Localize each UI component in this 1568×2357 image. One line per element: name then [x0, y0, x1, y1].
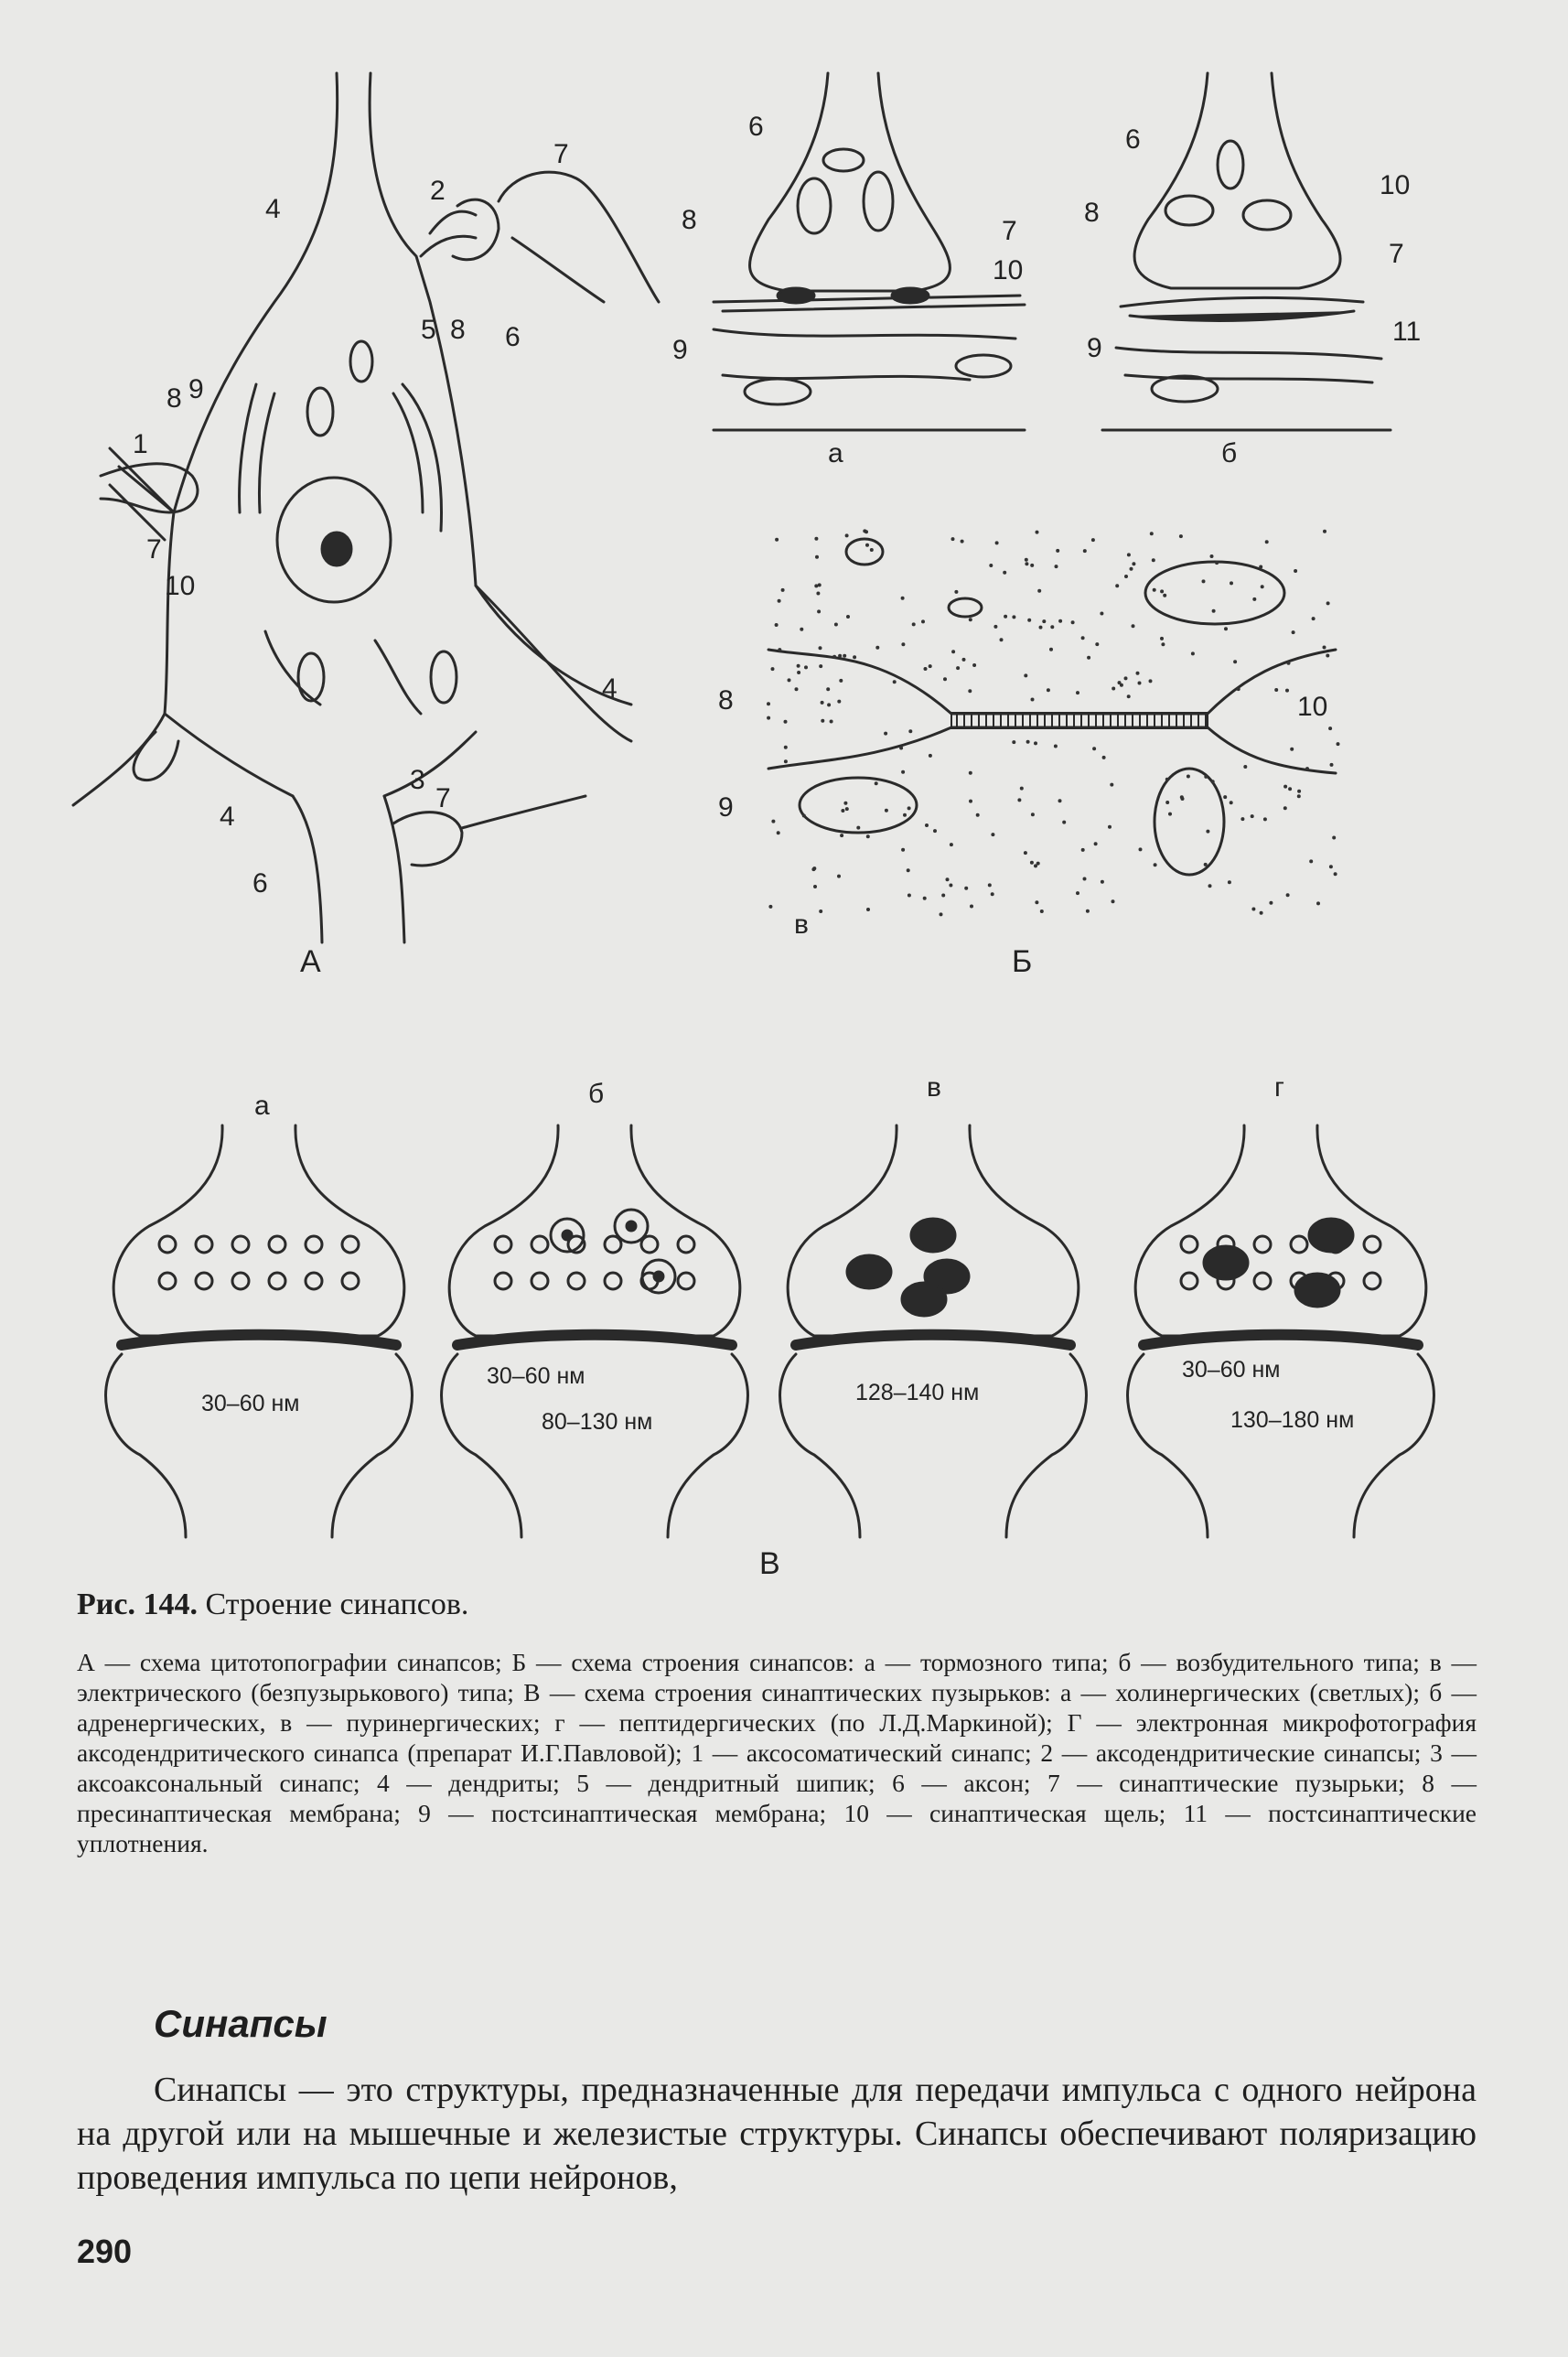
v-g-letter: г	[1274, 1072, 1284, 1103]
panel-b-letter: Б	[1012, 944, 1033, 979]
label-1: 1	[133, 429, 148, 459]
svg-text:7: 7	[1002, 216, 1017, 246]
panel-v-drawing	[106, 1125, 1434, 1537]
svg-text:8: 8	[682, 205, 697, 235]
label-4: 4	[265, 194, 281, 224]
svg-text:6: 6	[1125, 124, 1141, 155]
svg-text:8: 8	[718, 685, 734, 716]
synapse-schematic	[442, 1125, 748, 1537]
figure-caption	[77, 1587, 468, 1622]
label-10: 10	[165, 571, 196, 601]
label-8: 8	[450, 315, 466, 345]
panel-v-letter: В	[759, 1546, 780, 1581]
figure-number: Рис. 144.	[77, 1587, 198, 1621]
panel-a-neuron-drawing	[73, 73, 659, 942]
synapse-schematic	[1128, 1125, 1434, 1537]
svg-text:10: 10	[993, 255, 1024, 285]
label-2: 2	[430, 176, 446, 206]
svg-text:9: 9	[1087, 333, 1102, 363]
page-number: 290	[77, 2233, 133, 2270]
v-v-letter: в	[927, 1072, 941, 1103]
v-g-size-2: 130–180 нм	[1230, 1407, 1355, 1433]
label-5: 5	[421, 315, 436, 345]
v-b-letter: б	[588, 1079, 605, 1109]
v-g-size-1: 30–60 нм	[1182, 1357, 1281, 1383]
svg-text:9: 9	[672, 335, 688, 365]
section-heading: Синапсы	[154, 2002, 328, 2045]
label-7: 7	[553, 139, 569, 169]
v-a-size: 30–60 нм	[201, 1391, 300, 1416]
svg-text:10: 10	[1297, 692, 1328, 722]
panel-v-labels	[201, 1072, 1354, 1581]
label-9: 9	[188, 374, 204, 404]
svg-text:11: 11	[1392, 317, 1422, 347]
panel-b-sub-b-drawing	[1102, 73, 1391, 430]
gap-junction	[951, 713, 1208, 728]
label-4: 4	[220, 802, 235, 832]
svg-text:10: 10	[1380, 170, 1411, 200]
stipple	[767, 529, 1340, 916]
svg-text:9: 9	[718, 792, 734, 823]
v-v-size: 128–140 нм	[855, 1380, 980, 1405]
figure-title: Строение синапсов.	[205, 1587, 469, 1621]
panel-a-labels	[133, 139, 618, 979]
label-4: 4	[602, 673, 618, 704]
v-b-size-2: 80–130 нм	[542, 1409, 653, 1435]
panel-b-labels	[672, 112, 1421, 979]
panel-a-letter: А	[300, 944, 321, 979]
label-3: 3	[410, 765, 425, 795]
svg-text:8: 8	[1084, 198, 1100, 228]
label-8: 8	[166, 383, 182, 414]
body-paragraph: Синапсы — это структуры, предназначенные для передачи импульса с одного нейрона на другой или на мышечные и железистые структуры. Синапсы обеспечивают поляризацию проведения импульса по цепи нейронов,	[77, 2071, 1477, 2197]
panel-b-sub-v-drawing	[768, 539, 1336, 875]
sub-v-letter: в	[794, 909, 809, 940]
label-7: 7	[435, 783, 451, 813]
synapse-schematic	[780, 1125, 1087, 1537]
svg-text:6: 6	[748, 112, 764, 142]
sub-a-letter: а	[828, 438, 843, 468]
synapse-schematic	[106, 1125, 413, 1537]
label-6: 6	[505, 322, 521, 352]
v-a-letter: а	[254, 1091, 270, 1121]
svg-text:7: 7	[1389, 239, 1404, 269]
sub-b-letter: б	[1221, 438, 1238, 468]
v-b-size-1: 30–60 нм	[487, 1363, 585, 1389]
label-7: 7	[146, 534, 162, 565]
figure-legend: А — схема цитотопографии синапсов; Б — схема строения синапсов: а — тормозного типа; б — возбудительного типа; в — электрического (безпузырькового) типа; В — схема строения синаптических пузырьков: а — холинергических (светлых); б — адренергических, в — пуринергических; г — пептидергических (по Л.Д.Маркиной); Г — электронная микрофотография аксодендритического синапса (препарат И.Г.Павловой); 1 — аксосоматический синапс; 2 — аксодендритические синапсы; 3 — аксоаксональный синапс; 4 — дендриты; 5 — дендритный шипик; 6 — аксон; 7 — синаптические пузырьки; 8 — пресинаптическая мембрана; 9 — постсинаптическая мембрана; 10 — синаптическая щель; 11 — постсинаптические уплотнения.	[77, 1648, 1477, 1857]
label-6: 6	[252, 868, 268, 899]
